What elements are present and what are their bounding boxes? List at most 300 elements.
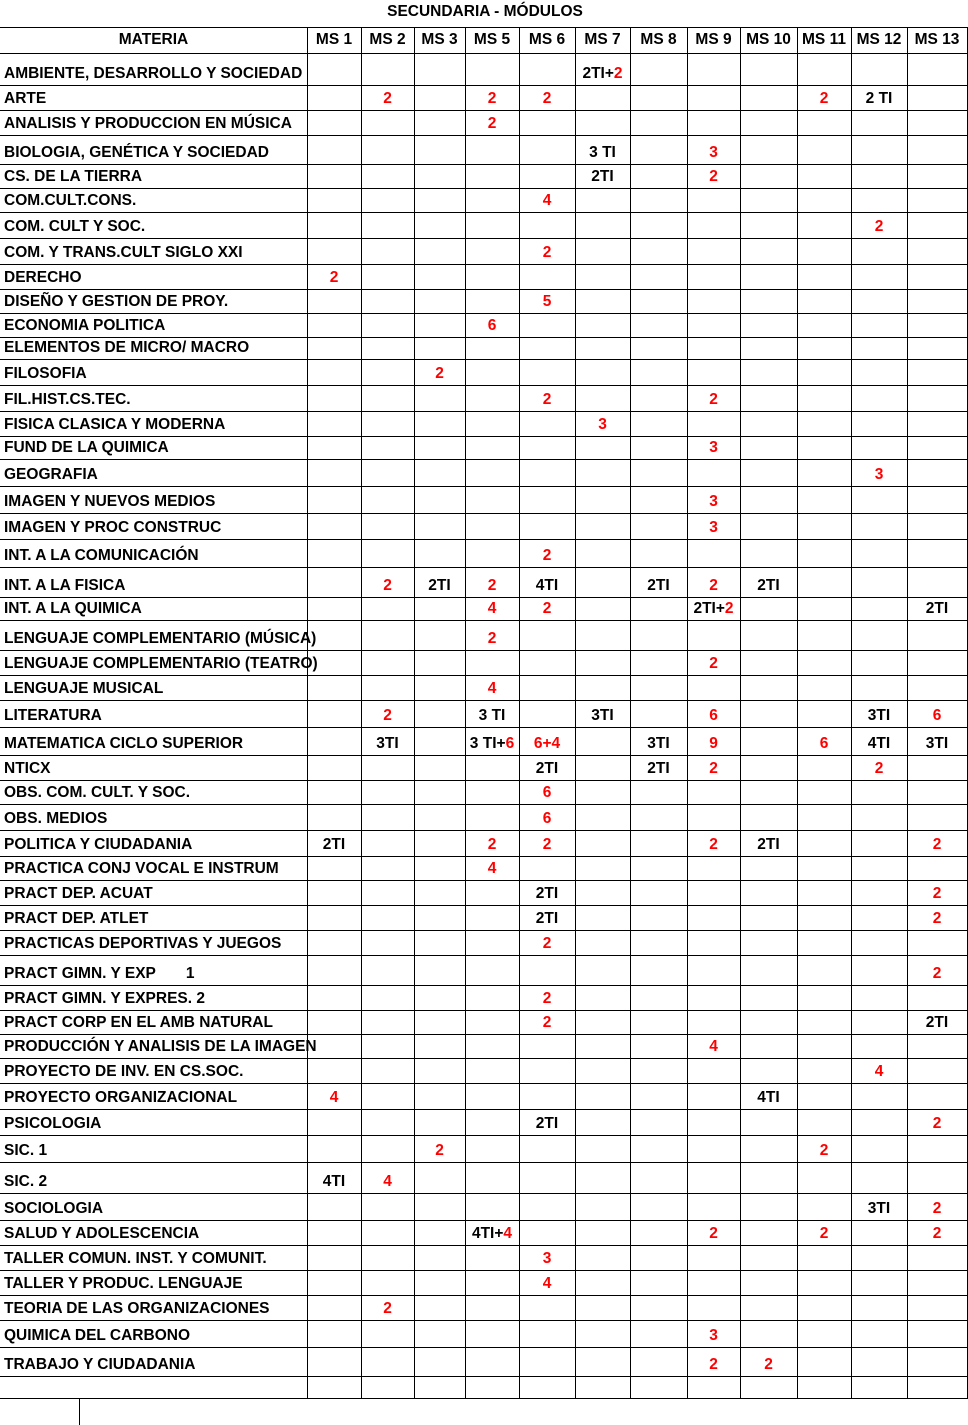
module-hours <box>851 760 907 778</box>
subject-label: TALLER Y PRODUC. LENGUAJE <box>4 1275 243 1292</box>
grid-col-line <box>630 27 631 1398</box>
subject-label: QUIMICA DEL CARBONO <box>4 1327 190 1344</box>
subject-label: ANALISIS Y PRODUCCION EN MÚSICA <box>4 115 292 132</box>
subject-label: PRACT GIMN. Y EXP <box>4 965 156 982</box>
subject-name <box>4 192 136 210</box>
subject-label: PRACT CORP EN EL AMB NATURAL <box>4 1014 273 1031</box>
grid-row-line <box>0 1058 968 1059</box>
module-hours <box>907 1200 967 1218</box>
module-hours <box>575 416 630 434</box>
module-hours <box>907 910 967 928</box>
hours-value: 4 <box>383 1173 392 1190</box>
subject-name <box>4 810 107 828</box>
hours-value: 9 <box>709 735 718 752</box>
subject-label: PRACT DEP. ACUAT <box>4 885 153 902</box>
grid-row-line <box>0 513 968 514</box>
header-module: MS 6 <box>528 31 566 48</box>
subject-label: PSICOLOGIA <box>4 1115 102 1132</box>
module-hours <box>575 707 630 725</box>
hours-value: 2 <box>932 885 942 902</box>
grid-row-line <box>0 727 968 728</box>
hours-value: 2 <box>932 836 942 853</box>
hours-value: 2 <box>487 90 497 107</box>
grid-row-line <box>0 755 968 756</box>
module-hours <box>851 735 907 753</box>
module-hours <box>740 1089 797 1107</box>
module-hours <box>687 836 740 854</box>
subject-name <box>4 990 205 1008</box>
hours-value: 2 <box>932 965 942 982</box>
module-hours <box>519 910 575 928</box>
subject-label: PRACT GIMN. Y EXPRES. 2 <box>4 990 205 1007</box>
module-hours <box>797 735 851 753</box>
module-hours <box>687 1225 740 1243</box>
hours-value: 4 <box>487 600 497 617</box>
hours-value: 3 <box>598 416 607 433</box>
hours-value: 2 <box>932 1200 942 1217</box>
grid-row-line <box>0 1135 968 1136</box>
hours-value: 4 <box>487 860 497 877</box>
subject-label: INT. A LA FISICA <box>4 577 126 594</box>
hours-value: 2 <box>487 630 497 647</box>
subject-name <box>4 1063 243 1081</box>
module-hours <box>519 784 575 802</box>
module-hours <box>465 90 519 108</box>
module-hours <box>687 519 740 537</box>
hours-value: 2 <box>542 90 552 107</box>
hours-value: 4 <box>329 1089 339 1106</box>
subject-label: PRACTICAS DEPORTIVAS Y JUEGOS <box>4 935 282 952</box>
grid-row-line <box>0 1295 968 1296</box>
subject-name <box>4 600 142 618</box>
hours-value: 2 <box>542 244 552 261</box>
grid-row-line <box>0 597 968 598</box>
page-title: SECUNDARIA - MÓDULOS <box>387 3 583 20</box>
module-hours <box>414 1142 465 1160</box>
grid-row-line <box>0 1010 968 1011</box>
subject-name <box>4 735 243 753</box>
hours-value: 2 <box>542 547 552 564</box>
ti-value: 3 TI <box>589 144 616 161</box>
module-hours <box>687 1356 740 1374</box>
module-hours <box>465 680 519 698</box>
hours-value: 2 <box>542 990 552 1007</box>
header-module: MS 11 <box>802 31 846 48</box>
grid-col-line <box>519 27 520 1398</box>
module-hours <box>465 735 519 753</box>
hours-value: 6 <box>542 810 552 827</box>
grid-row-line <box>0 856 968 857</box>
subject-label: IMAGEN Y NUEVOS MEDIOS <box>4 493 216 510</box>
module-hours <box>907 885 967 903</box>
ti-value: 4TI <box>322 1173 346 1190</box>
grid-row-line <box>0 1347 968 1348</box>
grid-row-line <box>0 264 968 265</box>
hours-value: 2 <box>383 577 392 594</box>
module-hours <box>687 707 740 725</box>
module-hours <box>307 836 361 854</box>
grid-row-line <box>0 1109 968 1110</box>
hours-value: 2 <box>709 1356 718 1373</box>
subject-name <box>4 577 125 595</box>
subject-name <box>4 1014 273 1032</box>
subject-label: TEORIA DE LAS ORGANIZACIONES <box>4 1300 270 1317</box>
subject-label: ECONOMIA POLITICA <box>4 317 166 334</box>
header-module: MS 3 <box>421 31 458 48</box>
subject-name <box>4 439 169 457</box>
subject-name <box>4 707 102 725</box>
header-module: MS 1 <box>315 31 353 48</box>
module-hours <box>797 90 851 108</box>
ti-value: 3TI <box>925 735 949 752</box>
subject-name <box>4 630 316 648</box>
subject-label: PRACT DEP. ATLET <box>4 910 149 927</box>
ti-value: 4TI <box>757 1089 780 1106</box>
hours-value: 2 <box>874 760 884 777</box>
subject-name <box>4 493 215 511</box>
hours-value: 5 <box>542 293 552 310</box>
hours-value: 3 <box>709 439 718 456</box>
module-hours <box>465 836 519 854</box>
module-hours <box>851 707 907 725</box>
subject-name <box>4 1225 199 1243</box>
hours-value: 2 <box>487 836 497 853</box>
hours-value: 6+4 <box>533 735 561 752</box>
subject-name <box>4 416 225 434</box>
hours-value: 2 <box>542 600 552 617</box>
subject-label: TALLER COMUN. INST. Y COMUNIT. <box>4 1250 267 1267</box>
subject-name <box>4 1356 195 1374</box>
grid-row-line <box>0 188 968 189</box>
subject-name <box>4 1275 243 1293</box>
grid-row-line <box>0 110 968 111</box>
module-hours <box>907 1225 967 1243</box>
grid-row-line <box>0 1320 968 1321</box>
subject-label: NTICX <box>4 760 51 777</box>
module-hours <box>361 735 414 753</box>
module-hours <box>740 836 797 854</box>
subject-label: LITERATURA <box>4 707 102 724</box>
subject-name <box>4 65 302 83</box>
module-hours <box>851 1063 907 1081</box>
module-hours <box>797 1225 851 1243</box>
hours-value: 2 <box>329 269 339 286</box>
module-hours <box>907 1014 967 1032</box>
grid-col-line <box>797 27 798 1398</box>
hours-value: 2 <box>709 655 718 672</box>
header-materia: MATERIA <box>118 31 189 48</box>
module-hours <box>414 365 465 383</box>
hours-value: 2 <box>383 90 392 107</box>
subject-name <box>4 836 192 854</box>
module-hours <box>907 600 967 618</box>
subject-name <box>4 1038 317 1056</box>
subject-label: IMAGEN Y PROC CONSTRUC <box>4 519 222 536</box>
hours-value: 4 <box>542 192 552 209</box>
subject-label: FISICA CLASICA Y MODERNA <box>4 416 226 433</box>
grid-row-line <box>0 289 968 290</box>
module-hours <box>465 317 519 335</box>
hours-value: 3 <box>874 466 884 483</box>
ti-value: 2TI <box>591 168 614 185</box>
module-hours <box>307 1173 361 1191</box>
ti-value: 4TI <box>867 735 891 752</box>
module-hours <box>519 1275 575 1293</box>
grid-col-line <box>307 27 308 1398</box>
module-hours <box>797 1142 851 1160</box>
module-hours <box>519 1250 575 1268</box>
module-hours <box>687 144 740 162</box>
subject-label: ARTE <box>4 90 47 107</box>
module-hours <box>907 836 967 854</box>
module-hours <box>519 885 575 903</box>
subject-name <box>4 144 269 162</box>
module-hours <box>687 1327 740 1345</box>
hours-value: 6 <box>542 784 552 801</box>
module-hours <box>740 1356 797 1374</box>
module-hours <box>465 707 519 725</box>
module-hours <box>687 577 740 595</box>
module-hours <box>519 391 575 409</box>
subject-name <box>4 547 199 565</box>
module-hours <box>519 760 575 778</box>
ti-value: 2TI <box>322 836 346 853</box>
subject-name <box>4 90 46 108</box>
grid-row-line <box>0 675 968 676</box>
subject-label: INT. A LA QUIMICA <box>4 600 142 617</box>
module-hours <box>687 493 740 511</box>
ti-value: 3TI <box>867 707 891 724</box>
ti-value: 3TI <box>647 735 670 752</box>
module-hours <box>519 577 575 595</box>
grid-row-line <box>0 135 968 136</box>
module-hours <box>907 707 967 725</box>
grid-row-line <box>0 27 968 28</box>
grid-row-line <box>0 830 968 831</box>
ti-value: 2TI <box>535 1115 559 1132</box>
ti-value: 2TI <box>757 577 780 594</box>
grid-row-line <box>0 486 968 487</box>
subject-label: CS. DE LA TIERRA <box>4 168 143 185</box>
grid-row-line <box>0 930 968 931</box>
hours-value: 4 <box>487 680 497 697</box>
subject-label: SIC. 2 <box>4 1173 48 1190</box>
subject-name <box>4 466 98 484</box>
hours-value: 2 <box>819 90 829 107</box>
subject-label: SALUD Y ADOLESCENCIA <box>4 1225 200 1242</box>
module-hours <box>465 1225 519 1243</box>
module-hours <box>465 115 519 133</box>
hours-value: 6 <box>487 317 497 334</box>
subject-name <box>4 519 221 537</box>
ti-value: 2TI+ <box>582 65 614 82</box>
module-hours <box>740 577 797 595</box>
hours-value: 3 <box>709 1327 718 1344</box>
hours-value: 2 <box>435 365 444 382</box>
module-hours <box>687 391 740 409</box>
subject-name <box>4 1173 47 1191</box>
grid-row-line <box>0 880 968 881</box>
grid-row-line <box>0 53 968 54</box>
module-hours <box>519 836 575 854</box>
subject-name <box>4 760 51 778</box>
module-hours <box>519 1014 575 1032</box>
module-hours <box>307 1089 361 1107</box>
module-hours <box>519 244 575 262</box>
header-module: MS 12 <box>856 31 902 48</box>
hours-value: 2 <box>932 910 942 927</box>
header-module: MS 10 <box>746 31 791 48</box>
grid-row-line <box>0 905 968 906</box>
module-hours <box>361 577 414 595</box>
subject-name <box>4 391 131 409</box>
subject-label: SIC. 1 <box>4 1142 48 1159</box>
subject-label: COM.CULT.CONS. <box>4 192 137 209</box>
grid-row-line <box>0 780 968 781</box>
hours-value: 6 <box>819 735 829 752</box>
header-module: MS 2 <box>369 31 406 48</box>
grid-row-line <box>0 1376 968 1377</box>
module-hours <box>465 577 519 595</box>
grid-row-line <box>0 567 968 568</box>
subject-label: ELEMENTOS DE MICRO/ MACRO <box>4 339 250 356</box>
header-module: MS 5 <box>473 31 511 48</box>
subject-label: BIOLOGIA, GENÉTICA Y SOCIEDAD <box>4 144 269 161</box>
subject-name <box>4 317 165 335</box>
grid-row-line <box>0 164 968 165</box>
subject-label: PROYECTO DE INV. EN CS.SOC. <box>4 1063 244 1080</box>
hours-value: 2 <box>724 600 734 617</box>
module-hours <box>907 965 967 983</box>
module-hours <box>519 293 575 311</box>
module-hours <box>519 735 575 753</box>
module-hours <box>630 760 687 778</box>
module-hours <box>687 760 740 778</box>
subject-label: OBS. MEDIOS <box>4 810 108 827</box>
ti-value: 4TI+ <box>471 1225 504 1242</box>
hours-value: 2 <box>932 1225 942 1242</box>
module-hours <box>414 577 465 595</box>
ti-value: 2TI <box>535 885 559 902</box>
subject-name <box>4 244 243 262</box>
ti-value: 2TI <box>925 1014 949 1031</box>
hours-value: 4 <box>874 1063 884 1080</box>
subject-label: GEOGRAFIA <box>4 466 98 483</box>
module-hours <box>465 860 519 878</box>
subject-label: LENGUAJE COMPLEMENTARIO (MÚSICA) <box>4 630 317 647</box>
grid-row-line <box>0 1083 968 1084</box>
grid-row-line <box>0 620 968 621</box>
grid-col-line <box>414 27 415 1398</box>
hours-value: 4 <box>503 1225 513 1242</box>
hours-value: 3 <box>709 144 718 161</box>
module-hours <box>465 600 519 618</box>
module-hours <box>519 600 575 618</box>
subject-name <box>4 860 279 878</box>
grid-row-line <box>0 385 968 386</box>
module-hours <box>519 192 575 210</box>
header-module: MS 7 <box>584 31 621 48</box>
grid-row-line <box>0 1245 968 1246</box>
ti-value: 2TI <box>535 760 559 777</box>
module-hours <box>519 1115 575 1133</box>
grid-row-line <box>0 650 968 651</box>
hours-value: 2 <box>709 1225 718 1242</box>
subject-name <box>4 910 148 928</box>
grid-row-line <box>0 955 968 956</box>
subject-name <box>4 680 163 698</box>
subject-label: COM. Y TRANS.CULT SIGLO XXI <box>4 244 243 261</box>
subject-label: DERECHO <box>4 269 82 286</box>
module-hours <box>519 990 575 1008</box>
hours-value: 2 <box>542 935 552 952</box>
module-hours <box>687 1038 740 1056</box>
module-hours <box>519 810 575 828</box>
grid-row-line <box>0 436 968 437</box>
grid-row-line <box>0 1162 968 1163</box>
subject-name <box>4 269 82 287</box>
header-module: MS 9 <box>695 31 732 48</box>
header-module: MS 8 <box>640 31 677 48</box>
hours-value: 2 <box>542 1014 552 1031</box>
hours-value: 2 <box>709 577 718 594</box>
grid-row-line <box>0 238 968 239</box>
hours-value: 2 <box>709 168 718 185</box>
hours-value: 3 <box>709 493 718 510</box>
subject-name <box>4 365 87 383</box>
subject-label: AMBIENTE, DESARROLLO Y SOCIEDAD <box>4 65 303 82</box>
grid-row-line <box>0 985 968 986</box>
ti-value: 2TI <box>647 760 670 777</box>
module-hours <box>361 90 414 108</box>
subject-name <box>4 1200 103 1218</box>
subject-label: INT. A LA COMUNICACIÓN <box>4 547 199 564</box>
subject-name <box>4 1142 47 1160</box>
hours-value: 2 <box>487 115 497 132</box>
grid-row-line <box>0 1220 968 1221</box>
hours-value: 2 <box>487 577 497 594</box>
grid-row-line <box>0 459 968 460</box>
subject-label: FUND DE LA QUIMICA <box>4 439 169 456</box>
subject-suffix: 1 <box>185 965 195 982</box>
header-module: MS 13 <box>914 31 960 48</box>
grid-row-line <box>0 1034 968 1035</box>
ti-value: 3TI <box>376 735 399 752</box>
module-hours <box>687 735 740 753</box>
grid-row-line <box>0 1270 968 1271</box>
module-hours <box>575 144 630 162</box>
grid-row-line <box>0 700 968 701</box>
subject-name <box>4 885 153 903</box>
subject-name <box>4 1250 267 1268</box>
subject-label: PROYECTO ORGANIZACIONAL <box>4 1089 238 1106</box>
grid-col-line <box>740 27 741 1398</box>
subject-label: TRABAJO Y CIUDADANIA <box>4 1356 196 1373</box>
grid-row-line <box>0 539 968 540</box>
subject-name <box>4 1115 101 1133</box>
module-hours <box>851 466 907 484</box>
grid-row-line <box>0 337 968 338</box>
hours-value: 4 <box>542 1275 552 1292</box>
module-hours <box>519 547 575 565</box>
subject-name <box>4 784 190 802</box>
hours-value: 2 <box>383 707 392 724</box>
grid-row-line <box>0 359 968 360</box>
module-hours <box>575 168 630 186</box>
ti-value: 2TI <box>925 600 949 617</box>
subject-label: COM. CULT Y SOC. <box>4 218 146 235</box>
ti-value: 4TI <box>535 577 559 594</box>
